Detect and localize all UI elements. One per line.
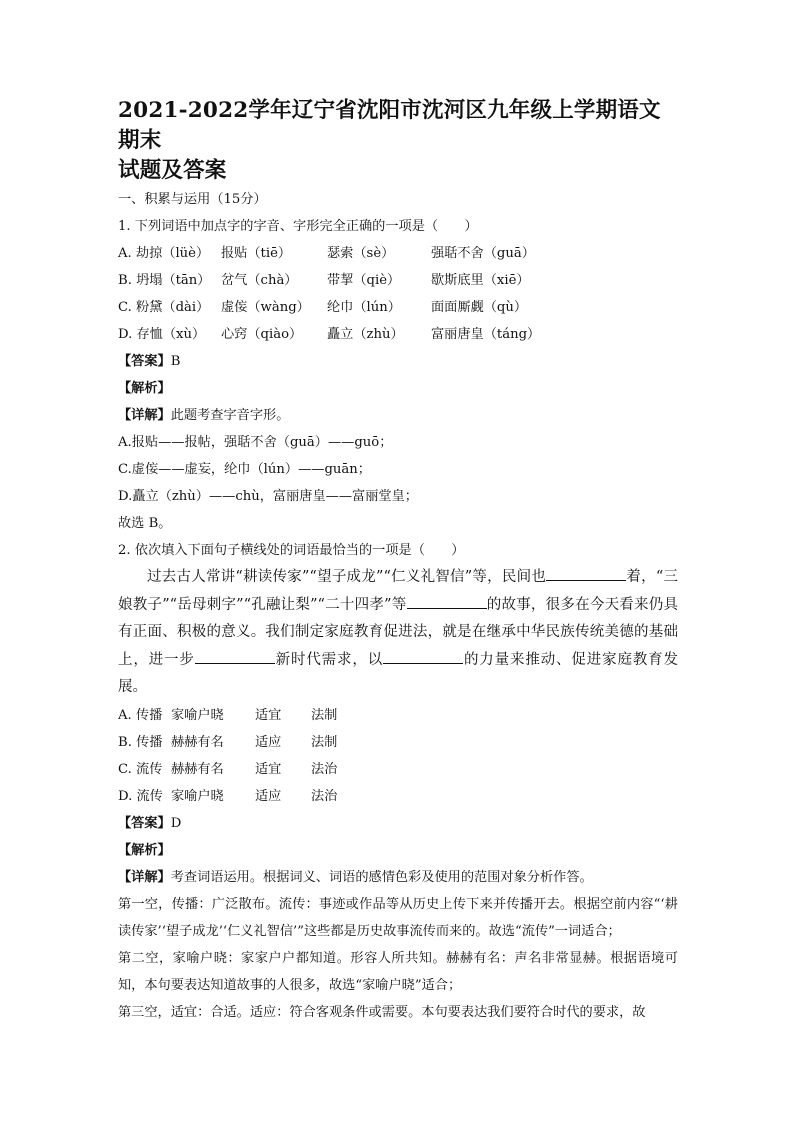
passage-text: 的力量来推动、促进家庭教育发展。 (118, 651, 679, 695)
option-text: 法治 (311, 761, 338, 777)
detail-text: 此题考查字音字形。 (170, 408, 290, 423)
option-text: D. 流传 (118, 788, 163, 804)
q1-detail (118, 402, 678, 429)
q2-answer (118, 810, 678, 837)
answer-value: D (170, 815, 182, 831)
q1-conclusion: 故选 B。 (118, 516, 172, 531)
passage-text: 新时代需求，以 (274, 651, 384, 668)
q2-options (118, 702, 678, 810)
detail-tag: 【详解】 (118, 869, 171, 885)
option-text: 适应 (255, 788, 282, 804)
option-text: 家喻户晓 (171, 788, 224, 804)
option-text: 带挈（qiè） (327, 273, 401, 288)
q2-blank3-explanation: 第三空，适宜：合适。适应：符合客观条件或需要。本句要表达我们要符合时代的要求，故 (118, 1004, 646, 1020)
option-text: 赫赫有名 (171, 734, 224, 750)
option-text: B. 坍塌（tān） (118, 273, 211, 288)
detail-tag: 【详解】 (118, 408, 171, 423)
q2-analysis-tag: 【解析】 (118, 842, 171, 858)
option-text: 纶巾（lún） (327, 300, 401, 315)
q2-detail (118, 864, 678, 891)
answer-tag: 【答案】 (118, 815, 171, 831)
option-text: 瑟索（sè） (327, 246, 395, 261)
q2-option-c (118, 756, 678, 783)
option-text: B. 传播 (118, 734, 163, 750)
option-text: A. 传播 (118, 707, 163, 723)
q1-option-c (118, 294, 678, 321)
option-text: C. 粉黛（dài） (118, 300, 210, 315)
option-text: 富丽唐皇（táng） (431, 327, 541, 342)
option-text: 家喻户晓 (171, 707, 224, 723)
q2-stem: 2. 依次填入下面句子横线处的词语最恰当的一项是（ ） (118, 543, 465, 558)
option-text: 强聒不舍（guā） (431, 246, 535, 261)
q2-option-b (118, 729, 678, 756)
section-heading: 一、积累与运用（15分） (118, 192, 267, 207)
option-text: 适应 (255, 734, 282, 750)
passage-text: 着，“三娘教子”“岳母刺字”“孔融让梨”“二十四孝”等 (118, 569, 678, 613)
fill-blank-1 (546, 565, 626, 581)
document-title (118, 96, 678, 186)
q1-option-d (118, 321, 678, 348)
q1-detail-line-d: D.矗立（zhù）——chù，富丽唐皇——富丽堂皇； (118, 489, 418, 504)
q2-passage (118, 564, 678, 702)
option-text: 适宜 (255, 761, 282, 777)
title-line-2: 试题及答案 (118, 158, 227, 183)
detail-text: 考查词语运用。根据词义、词语的感情色彩及使用的范围对象分析作答。 (170, 869, 593, 885)
title-line-1: 2021-2022学年辽宁省沈阳市沈河区九年级上学期语文期末 (118, 98, 661, 153)
option-text: 法治 (311, 788, 338, 804)
q1-analysis-tag: 【解析】 (118, 381, 171, 396)
option-text: 岔气（chà） (221, 273, 298, 288)
fill-blank-3 (195, 648, 275, 664)
q1-option-a (118, 240, 678, 267)
option-text: 赫赫有名 (171, 761, 224, 777)
option-text: 适宜 (255, 707, 282, 723)
option-text: 报贴（tiē） (221, 246, 292, 261)
document-page (118, 96, 678, 1026)
q1-option-b (118, 267, 678, 294)
option-text: C. 流传 (118, 761, 163, 777)
option-text: D. 存恤（xù） (118, 327, 206, 342)
q2-option-d (118, 783, 678, 810)
fill-blank-4 (383, 648, 463, 664)
option-text: 面面厮觑（qù） (431, 300, 528, 315)
q1-answer (118, 348, 678, 375)
q1-options (118, 240, 678, 348)
q1-stem: 1. 下列词语中加点字的字音、字形完全正确的一项是（ ） (118, 219, 478, 234)
q2-blank2-explanation: 第二空，家喻户晓：家家户户都知道。形容人所共知。赫赫有名：声名非常显赫。根据语境可知，本句要表达知道故事的人很多，故选“家喻户晓”适合； (118, 950, 678, 993)
q1-detail-line-c: C.虚侫——虚妄，纶巾（lún）——guān； (118, 462, 371, 477)
option-text: 法制 (311, 707, 338, 723)
option-text: 矗立（zhù） (327, 327, 404, 342)
option-text: 歇斯底里（xiē） (431, 273, 530, 288)
option-text: 心窍（qiào） (221, 327, 303, 342)
q2-blank1-explanation: 第一空，传播：广泛散布。流传：事迹或作品等从历史上传下来并传播开去。根据空前内容“‘耕读传家’‘望子成龙’‘仁义礼智信’”这些都是历史故事流传而来的。故选“流传”一词适合； (118, 896, 678, 939)
option-text: 虚侫（wàng） (221, 300, 310, 315)
passage-text: 过去古人常讲“耕读传家”“望子成龙”“仁义礼智信”等，民间也 (147, 569, 547, 585)
answer-tag: 【答案】 (118, 354, 171, 369)
q2-option-a (118, 702, 678, 729)
option-text: 法制 (311, 734, 338, 750)
fill-blank-2 (407, 593, 487, 609)
answer-value: B (170, 354, 181, 369)
q1-detail-line-a: A.报贴——报帖，强聒不舍（guā）——guō； (118, 435, 393, 450)
option-text: A. 劫掠（lüè） (118, 246, 210, 261)
passage-text: 的故事，很多在今天看来仍具有正面、积极的意义。我们制定家庭教育促进法，就是在继承中华民族传统美德的基础上，进一步 (118, 596, 678, 668)
